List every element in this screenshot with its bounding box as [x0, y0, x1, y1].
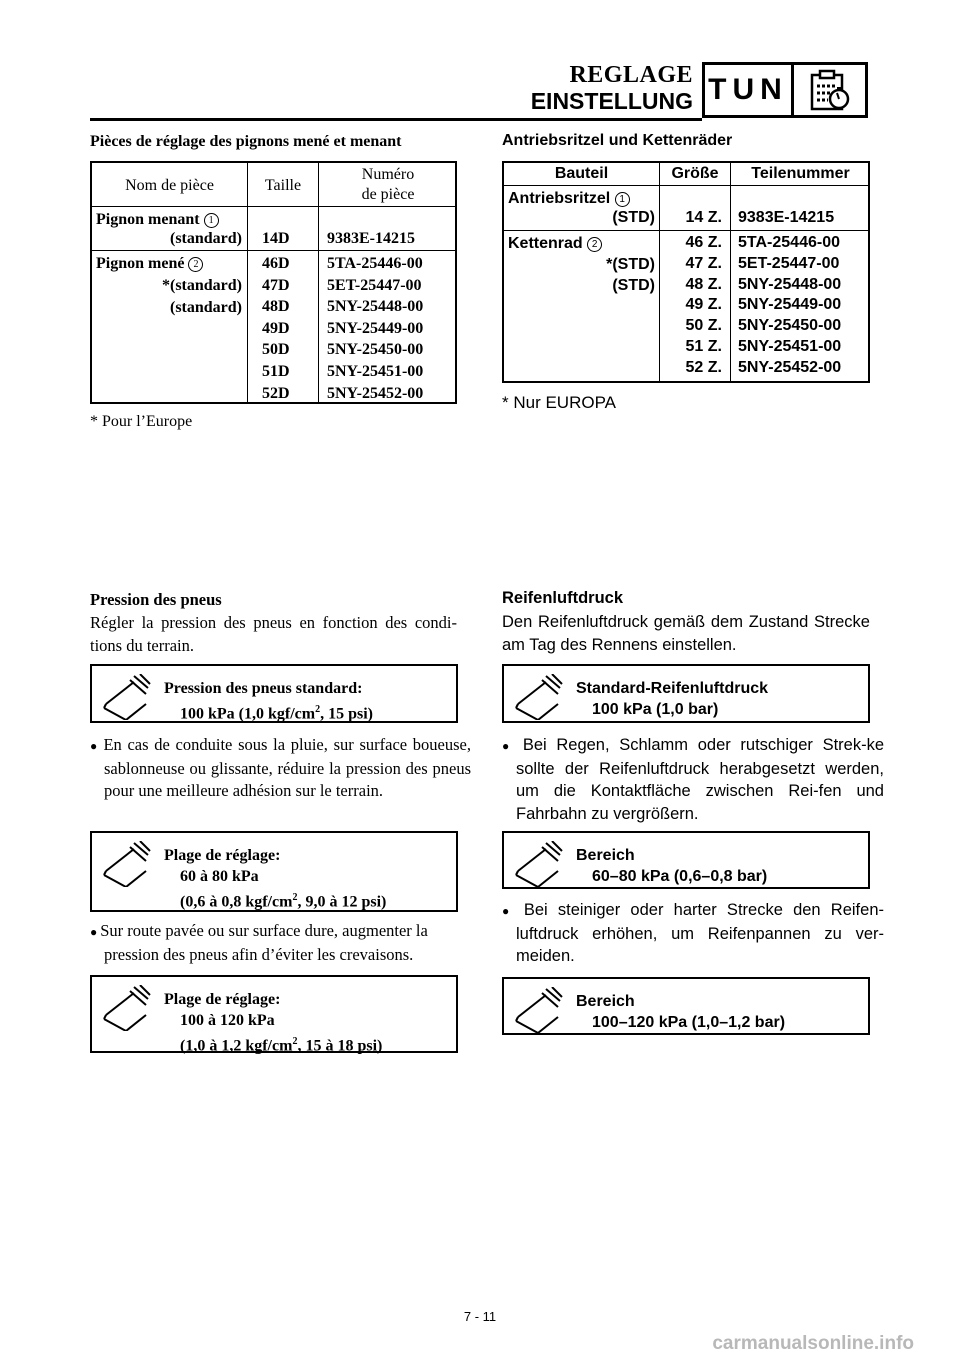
de-size-cell: 49 Z. [685, 296, 722, 314]
de-spec1-value: 100 kPa (1,0 bar) [592, 701, 719, 718]
fr-size-cell: 49D [262, 319, 290, 337]
fr-col-part-line1: Numéro [361, 166, 415, 183]
fr-spec-range-1-text [164, 845, 386, 912]
de-row2-sub1: *(STD) [606, 256, 655, 273]
fr-part-cell: 5NY-25450-00 [327, 341, 424, 359]
de-spec-standard [502, 664, 870, 723]
fr-size-cell: 51D [262, 362, 290, 380]
fr-bullet-2-text: Sur route pavée ou sur surface dure, augmenter la pression des pneus afin d’éviter les crevaisons. [100, 921, 428, 964]
fr-row2-num: 2 [193, 259, 199, 270]
de-bullet-1-text: Bei Regen, Schlamm oder rutschiger Strek-ke sollte der Reifenluftdruck herabgesetzt werden, um die Kontaktfläche zwischen Rei-fen und Fahrbahn zu vergrößern. [516, 736, 884, 823]
de-row1-part: 9383E-14215 [738, 209, 835, 226]
fr-part-cell: 5NY-25448-00 [327, 298, 424, 316]
tun-tab-label: TUN [708, 73, 788, 106]
fr-part-cell: 5NY-25449-00 [327, 319, 424, 337]
de-part-cell: 5ET-25447-00 [738, 254, 840, 272]
callout-2-icon [188, 257, 203, 272]
fr-size-cell: 52D [262, 384, 290, 402]
fr-bullet-2 [90, 920, 471, 966]
bullet-dot-icon: ● [502, 739, 523, 753]
de-size-cell: 46 Z. [685, 234, 722, 251]
bullet-dot-icon: ● [90, 739, 104, 753]
de-size-cell: 48 Z. [685, 275, 722, 293]
fr-spec-range-2-text [164, 989, 382, 1056]
fr-parts-table [90, 161, 457, 404]
de-table-title: Antriebsritzel und Kettenräder [502, 132, 733, 149]
fr-row2-sizes [262, 253, 290, 404]
header-rule [90, 118, 702, 121]
de-size-cell: 47 Z. [685, 254, 722, 272]
de-row2-sub2: (STD) [612, 277, 655, 294]
de-row1-name-text: Antriebsritzel [508, 190, 611, 207]
de-row2-num: 2 [591, 239, 598, 250]
fr-table-title: Pièces de réglage des pignons mené et menant [90, 133, 402, 150]
watermark: carmanualsonline.info [712, 1333, 914, 1354]
de-row1-sub: (STD) [612, 209, 655, 226]
fr-row1-part: 9383E-14215 [327, 230, 415, 247]
de-spec2-label: Bereich [576, 847, 635, 864]
fr-spec-range-2 [90, 975, 458, 1053]
caliper-icon [512, 987, 564, 1033]
de-spec-standard-text [576, 678, 768, 720]
fr-spec2-label: Plage de réglage: [164, 847, 281, 864]
header-title-de: EINSTELLUNG [530, 88, 693, 114]
de-row1-size: 14 Z. [685, 209, 722, 226]
bullet-dot-icon: ● [90, 925, 101, 939]
bullet-dot-icon: ● [502, 904, 524, 918]
de-row2-parts [738, 233, 841, 379]
fr-size-cell: 50D [262, 341, 290, 359]
de-spec1-label: Standard-Reifenluftdruck [576, 680, 769, 697]
fr-row1-sub: (standard) [169, 230, 242, 247]
fr-spec3-line1: 100 à 120 kPa [180, 1012, 275, 1029]
fr-row2-subs [162, 275, 242, 318]
fr-spec1-value: 100 kPa (1,0 kgf/$cm^2$, 15 psi) [180, 704, 374, 723]
fr-row2-sub2: (standard) [169, 298, 242, 316]
fr-spec3-value: (1,0 à 1,2 kgf/$cm^2$, 15 à 18 psi) [180, 1036, 383, 1055]
header-title-fr: REGLAGE [569, 62, 693, 88]
de-row1-num: 1 [619, 194, 625, 205]
de-col-part: Teilenummer [751, 165, 850, 182]
fr-part-cell: 5NY-25451-00 [327, 362, 424, 380]
fr-size-cell: 48D [262, 298, 290, 316]
fr-col-part [319, 165, 457, 205]
de-part-cell: 5NY-25451-00 [738, 337, 842, 355]
de-col-size: Größe [671, 165, 719, 182]
callout-2-icon [587, 237, 602, 252]
fr-col-name: Nom de pièce [125, 177, 214, 194]
fr-spec2-value: (0,6 à 0,8 kgf/$cm^2$, 9,0 à 12 psi) [180, 892, 387, 911]
fr-spec2-line1: 60 à 80 kPa [180, 868, 259, 885]
fr-row2-name [96, 253, 203, 275]
fr-footnote: * Pour l’Europe [90, 413, 193, 430]
fr-size-cell: 46D [262, 255, 290, 272]
fr-bullet-1-text: En cas de conduite sous la pluie, sur surface boueuse, sablonneuse ou glissante, réduire la pression des pneus pour une meilleure adhésion sur le terrain. [103, 735, 471, 800]
fr-pressure-title: Pression des pneus [90, 590, 222, 609]
fr-spec-standard-text [164, 678, 373, 724]
fr-spec-range-1 [90, 831, 458, 912]
caliper-icon [512, 674, 564, 720]
de-size-cell: 51 Z. [685, 337, 722, 355]
de-pressure-intro: Den Reifenluftdruck gemäß dem Zustand Strecke am Tag des Rennens einstellen. [502, 613, 870, 654]
de-parts-table [502, 161, 870, 383]
de-row2-sizes [686, 233, 722, 379]
de-bullet-2-text: Bei steiniger oder harter Strecke den Reifen-luftdruck erhöhen, um Reifenpannen zu ver-meiden. [516, 901, 884, 965]
de-part-cell: 5TA-25446-00 [738, 234, 840, 251]
de-row1-name [508, 188, 630, 209]
fr-row1-size: 14D [262, 230, 290, 247]
de-part-cell: 5NY-25448-00 [738, 275, 842, 293]
fr-part-cell: 5TA-25446-00 [327, 255, 423, 272]
de-part-cell: 5NY-25450-00 [738, 317, 842, 335]
callout-1-icon [615, 192, 630, 207]
tun-tab [702, 62, 794, 118]
de-bullet-1 [502, 734, 884, 825]
caliper-icon [100, 841, 152, 887]
de-part-cell: 5NY-25449-00 [738, 296, 842, 314]
clipboard-stopwatch-icon [794, 62, 868, 118]
de-spec3-value: 100–120 kPa (1,0–1,2 bar) [592, 1014, 786, 1031]
de-col-name: Bauteil [554, 165, 609, 182]
fr-row2-name-text: Pignon mené [96, 255, 185, 272]
de-size-cell: 52 Z. [685, 358, 722, 376]
fr-parts-section [90, 133, 457, 151]
de-row2-name [508, 233, 602, 254]
fr-row2-parts [327, 253, 423, 404]
fr-size-cell: 47D [262, 276, 290, 294]
fr-spec1-label: Pression des pneus standard: [164, 680, 363, 697]
fr-row1-name [96, 209, 219, 230]
de-bullet-2 [502, 899, 884, 968]
de-parts-section [502, 132, 870, 150]
fr-bullet-1 [90, 734, 471, 803]
fr-part-cell: 5ET-25447-00 [327, 276, 422, 294]
caliper-icon [100, 985, 152, 1031]
caliper-icon [100, 674, 152, 720]
page-number: 7 - 11 [463, 1309, 497, 1324]
de-spec-range-2-text [576, 991, 785, 1033]
de-spec2-value: 60–80 kPa (0,6–0,8 bar) [592, 868, 768, 885]
de-spec3-label: Bereich [576, 993, 635, 1010]
callout-1-icon [204, 213, 219, 228]
fr-row2-sub1: *(standard) [161, 277, 242, 294]
de-pressure-title: Reifenluftdruck [502, 589, 624, 607]
de-spec-range-1 [502, 831, 870, 889]
fr-pressure-intro: Régler la pression des pneus en fonction des condi-tions du terrain. [90, 613, 457, 655]
fr-row1-name-text: Pignon menant [96, 211, 200, 228]
de-spec-range-1-text [576, 845, 767, 887]
de-part-cell: 5NY-25452-00 [738, 358, 842, 376]
fr-spec-standard [90, 664, 458, 723]
fr-row1-num: 1 [208, 215, 214, 226]
caliper-icon [512, 841, 564, 887]
fr-spec3-label: Plage de réglage: [164, 991, 281, 1008]
fr-col-part-line2: de pièce [361, 186, 415, 203]
fr-part-cell: 5NY-25452-00 [327, 384, 424, 402]
fr-col-size: Taille [264, 177, 302, 194]
de-spec-range-2 [502, 977, 870, 1035]
de-footnote: * Nur EUROPA [502, 393, 616, 412]
de-row2-subs [606, 254, 655, 296]
de-size-cell: 50 Z. [685, 317, 722, 335]
de-row2-name-text: Kettenrad [508, 235, 583, 252]
